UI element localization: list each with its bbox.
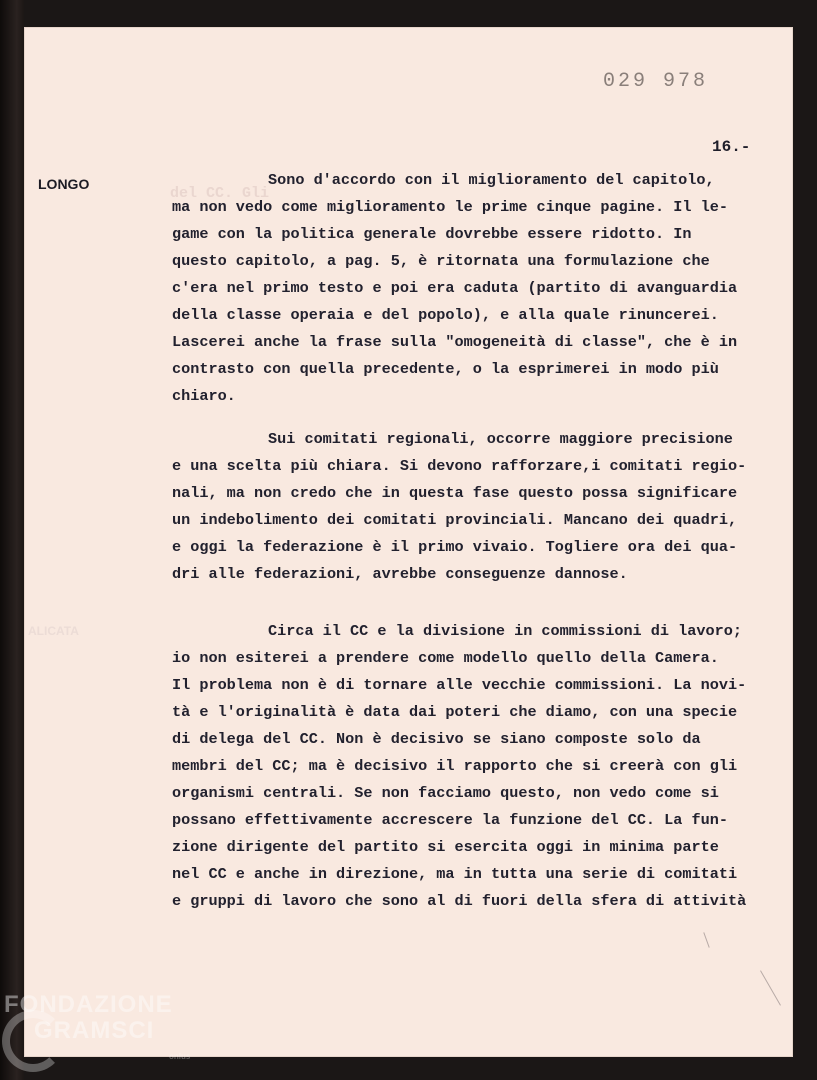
logo-line-1: FONDAZIONE (4, 991, 173, 1018)
text-line: ma non vedo come miglioramento le prime cinque pagine. Il le- (172, 198, 728, 216)
text-line: game con la politica generale dovrebbe essere ridotto. In (172, 225, 692, 243)
text-line: nel CC e anche in direzione, ma in tutta una serie di comitati (172, 865, 738, 883)
scan-dark-edge (0, 0, 24, 1080)
text-line: possano effettivamente accrescere la funzione del CC. La fun- (172, 811, 728, 829)
text-line: Circa il CC e la divisione in commissioni di lavoro; (268, 622, 742, 640)
text-line: e una scelta più chiara. Si devono rafforzare,i comitati regio- (172, 457, 747, 475)
text-line: e oggi la federazione è il primo vivaio. Togliere ora dei qua- (172, 538, 738, 556)
text-line: zione dirigente del partito si esercita oggi in minima parte (172, 838, 719, 856)
text-line: chiaro. (172, 387, 236, 405)
text-line: un indebolimento dei comitati provinciali. Mancano dei quadri, (172, 511, 738, 529)
text-line: di delega del CC. Non è decisivo se siano composte solo da (172, 730, 701, 748)
text-line: io non esiterei a prendere come modello quello della Camera. (172, 649, 719, 667)
text-line: dri alle federazioni, avrebbe conseguenze dannose. (172, 565, 628, 583)
logo-line-2: GRAMSCI (34, 1017, 155, 1044)
bleed-through-text: del CC. Gli (170, 185, 270, 202)
text-line: organismi centrali. Se non facciamo questo, non vedo come si (172, 784, 719, 802)
text-line: membri del CC; ma è decisivo il rapporto che si creerà con gli (172, 757, 738, 775)
archive-number: 029 978 (603, 70, 709, 93)
speaker-name: LONGO (38, 176, 90, 192)
page-number: 16.- (712, 138, 751, 156)
text-line: contrasto con quella precedente, o la esprimerei in modo più (172, 360, 719, 378)
text-line: questo capitolo, a pag. 5, è ritornata una formulazione che (172, 252, 710, 270)
text-line: Il problema non è di tornare alle vecchie commissioni. La novi- (172, 676, 747, 694)
text-line: e gruppi di lavoro che sono al di fuori della sfera di attività (172, 892, 747, 910)
text-line: tà e l'originalità è data dai poteri che diamo, con una specie (172, 703, 738, 721)
text-line: Sui comitati regionali, occorre maggiore precisione (268, 430, 733, 448)
text-line: c'era nel primo testo e poi era caduta (partito di avanguardia (172, 279, 738, 297)
logo-subtitle: onlus (169, 1052, 191, 1061)
text-line: della classe operaia e del popolo), e alla quale rinuncerei. (172, 306, 719, 324)
text-line: Lascerei anche la frase sulla "omogeneità di classe", che è in (172, 333, 738, 351)
text-line: nali, ma non credo che in questa fase questo possa significare (172, 484, 738, 502)
fondazione-gramsci-logo (4, 991, 191, 1061)
text-line: Sono d'accordo con il miglioramento del capitolo, (268, 171, 715, 189)
margin-annotation: ALICATA (28, 624, 79, 638)
